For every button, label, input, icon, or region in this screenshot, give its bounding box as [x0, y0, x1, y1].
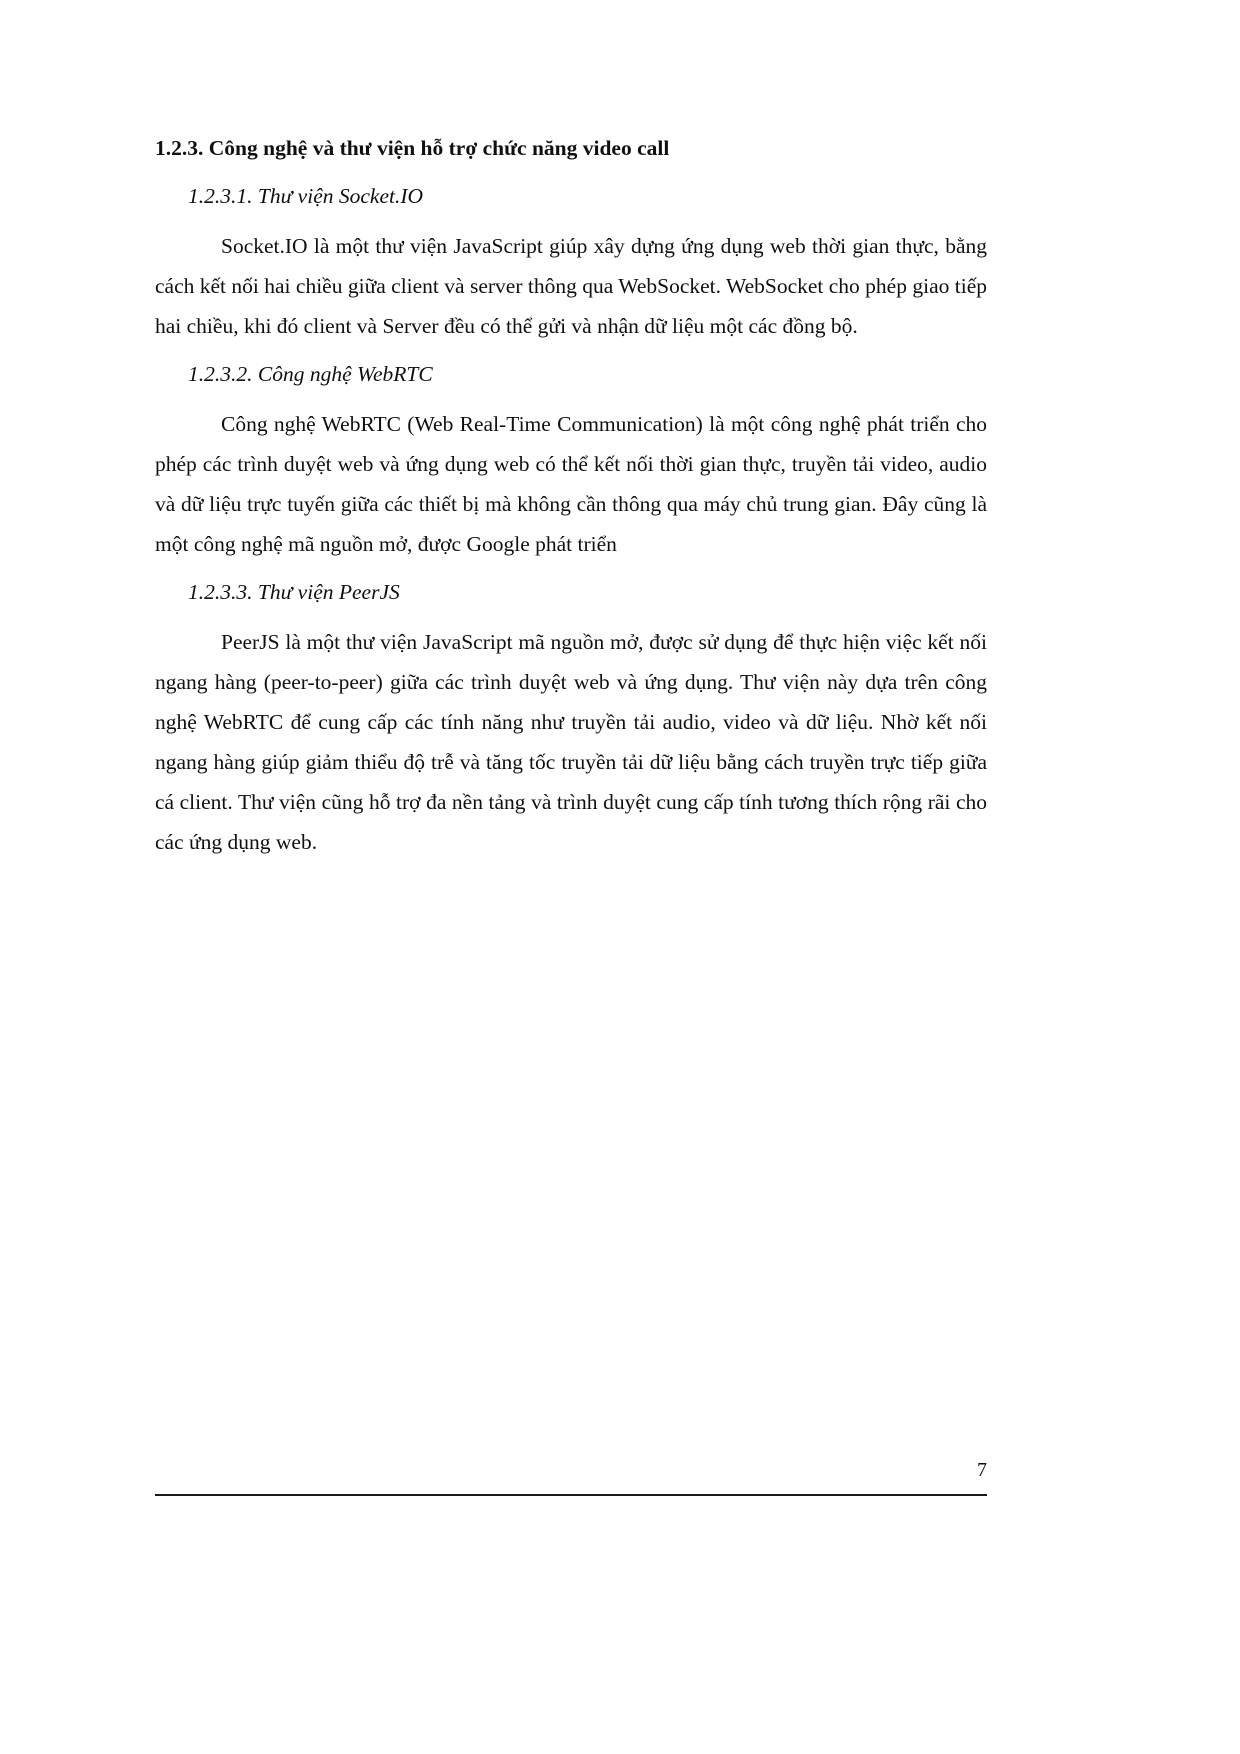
paragraph-webrtc: Công nghệ WebRTC (Web Real-Time Communication) là một công nghệ phát triển cho phép các trình duyệt web và ứng dụng web có thể kết nối thời gian thực, truyền tải video, audio và dữ liệu trực tuyến giữa các thiết bị mà không cần thông qua máy chủ trung gian. Đây cũng là một công nghệ mã nguồn mở, được Google phát triển [155, 412, 987, 556]
page-footer [155, 1452, 987, 1496]
page-content [155, 128, 987, 868]
page-number: 7 [977, 1459, 987, 1481]
section-heading: 1.2.3. Công nghệ và thư viện hỗ trợ chức năng video call [155, 136, 670, 160]
subsection-heading-peerjs: 1.2.3.3. Thư viện PeerJS [188, 580, 400, 604]
subsection-heading-socketio: 1.2.3.1. Thư viện Socket.IO [188, 184, 424, 208]
paragraph-peerjs: PeerJS là một thư viện JavaScript mã nguồn mở, được sử dụng để thực hiện việc kết nối ngang hàng (peer-to-peer) giữa các trình duyệt web và ứng dụng. Thư viện này dựa trên công nghệ WebRTC để cung cấp các tính năng như truyền tải audio, video và dữ liệu. Nhờ kết nối ngang hàng giúp giảm thiểu độ trễ và tăng tốc truyền tải dữ liệu bằng cách truyền trực tiếp giữa cá client. Thư viện cũng hỗ trợ đa nền tảng và trình duyệt cung cấp tính tương thích rộng rãi cho các ứng dụng web. [155, 630, 987, 854]
subsection-heading-webrtc: 1.2.3.2. Công nghệ WebRTC [188, 362, 433, 386]
paragraph-socketio: Socket.IO là một thư viện JavaScript giúp xây dựng ứng dụng web thời gian thực, bằng cách kết nối hai chiều giữa client và server thông qua WebSocket. WebSocket cho phép giao tiếp hai chiều, khi đó client và Server đều có thể gửi và nhận dữ liệu một các đồng bộ. [155, 234, 987, 338]
